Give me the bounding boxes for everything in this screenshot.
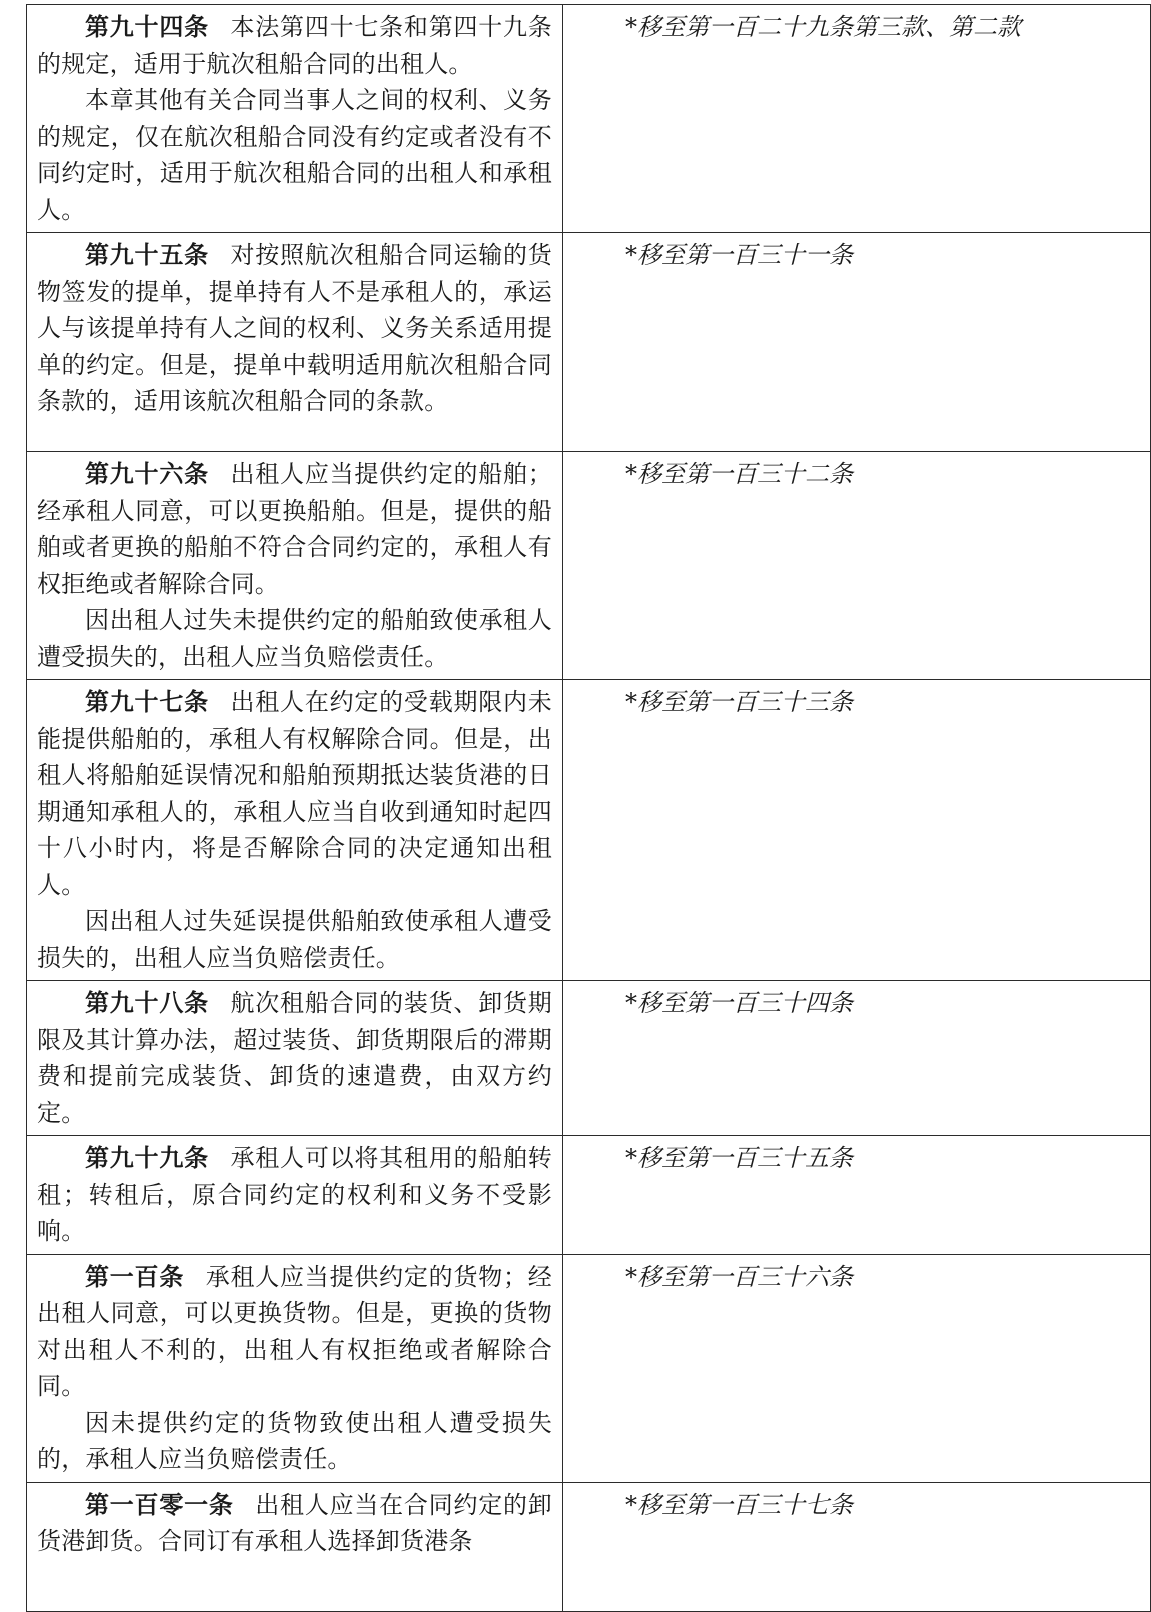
revision-note: *移至第一百二十九条第三款、第二款 [625, 13, 1021, 41]
article-paragraph: 第九十七条 出租人在约定的受载期限内未能提供船舶的，承租人有权解除合同。但是，出租人将船舶延误情况和船舶预期抵达装货港的日期通知承租人的，承租人应当自收到通知时起四十八小时内，将是否解除合同的决定通知出租人。 [37, 688, 552, 899]
revision-note: *移至第一百三十一条 [625, 241, 853, 269]
table-row [27, 1136, 1151, 1255]
original-text-cell [27, 981, 563, 1136]
revision-note-cell [563, 233, 1151, 452]
revision-note-cell [563, 452, 1151, 680]
revision-note: *移至第一百三十三条 [625, 688, 853, 716]
article-number: 第九十八条 [85, 989, 209, 1017]
original-text-cell [27, 233, 563, 452]
revision-note-cell [563, 5, 1151, 233]
article-paragraph: 第九十九条 承租人可以将其租用的船舶转租；转租后，原合同约定的权利和义务不受影响。 [37, 1144, 552, 1245]
article-paragraph: 本章其他有关合同当事人之间的权利、义务的规定，仅在航次租船合同没有约定或者没有不同约定时，适用于航次租船合同的出租人和承租人。 [37, 86, 552, 224]
revision-note: *移至第一百三十二条 [625, 460, 853, 488]
table-row [27, 1254, 1151, 1482]
revision-note-cell [563, 1482, 1151, 1611]
revision-note-cell [563, 981, 1151, 1136]
article-number: 第九十六条 [85, 460, 209, 488]
revision-note: *移至第一百三十五条 [625, 1144, 853, 1172]
article-number: 第九十四条 [85, 13, 209, 41]
article-paragraph: 因出租人过失未提供约定的船舶致使承租人遭受损失的，出租人应当负赔偿责任。 [37, 606, 552, 671]
original-text-cell [27, 5, 563, 233]
original-text-cell [27, 1482, 563, 1611]
original-text-cell [27, 1254, 563, 1482]
article-paragraph: 因未提供约定的货物致使出租人遭受损失的，承租人应当负赔偿责任。 [37, 1408, 552, 1473]
revision-note-cell [563, 1254, 1151, 1482]
table-row [27, 981, 1151, 1136]
original-text-cell [27, 680, 563, 981]
law-comparison-table [26, 4, 1151, 1612]
article-number: 第一百条 [85, 1262, 185, 1291]
article-paragraph: 第九十八条 航次租船合同的装货、卸货期限及其计算办法，超过装货、卸货期限后的滞期费和提前完成装货、卸货的速遣费，由双方约定。 [37, 989, 552, 1127]
table-row [27, 5, 1151, 233]
article-number: 第九十九条 [85, 1144, 209, 1172]
original-text-cell [27, 1136, 563, 1255]
article-paragraph: 第一百零一条 出租人应当在合同约定的卸货港卸货。合同订有承租人选择卸货港条 [37, 1490, 553, 1555]
table-row [27, 680, 1151, 981]
revision-note: *移至第一百三十七条 [625, 1490, 853, 1519]
article-paragraph: 第一百条 承租人应当提供约定的货物；经出租人同意，可以更换货物。但是，更换的货物对出租人不利的，出租人有权拒绝或者解除合同。 [37, 1262, 552, 1400]
table-row [27, 452, 1151, 680]
article-paragraph: 第九十六条 出租人应当提供约定的船舶；经承租人同意，可以更换船舶。但是，提供的船舶或者更换的船舶不符合合同约定的，承租人有权拒绝或者解除合同。 [37, 460, 552, 598]
revision-note-cell [563, 1136, 1151, 1255]
revision-note: *移至第一百三十六条 [625, 1262, 853, 1291]
article-number: 第九十七条 [85, 688, 209, 716]
table-row [27, 233, 1151, 452]
article-paragraph: 第九十五条 对按照航次租船合同运输的货物签发的提单，提单持有人不是承租人的，承运人与该提单持有人之间的权利、义务关系适用提单的约定。但是，提单中载明适用航次租船合同条款的，适用该航次租船合同的条款。 [37, 241, 552, 415]
original-text-cell [27, 452, 563, 680]
article-number: 第九十五条 [85, 241, 209, 269]
revision-note-cell [563, 680, 1151, 981]
table-row [27, 1482, 1151, 1611]
article-number: 第一百零一条 [85, 1490, 234, 1519]
revision-note: *移至第一百三十四条 [625, 989, 853, 1017]
article-paragraph: 第九十四条 本法第四十七条和第四十九条的规定，适用于航次租船合同的出租人。 [37, 13, 552, 78]
article-paragraph: 因出租人过失延误提供船舶致使承租人遭受损失的，出租人应当负赔偿责任。 [37, 907, 552, 972]
